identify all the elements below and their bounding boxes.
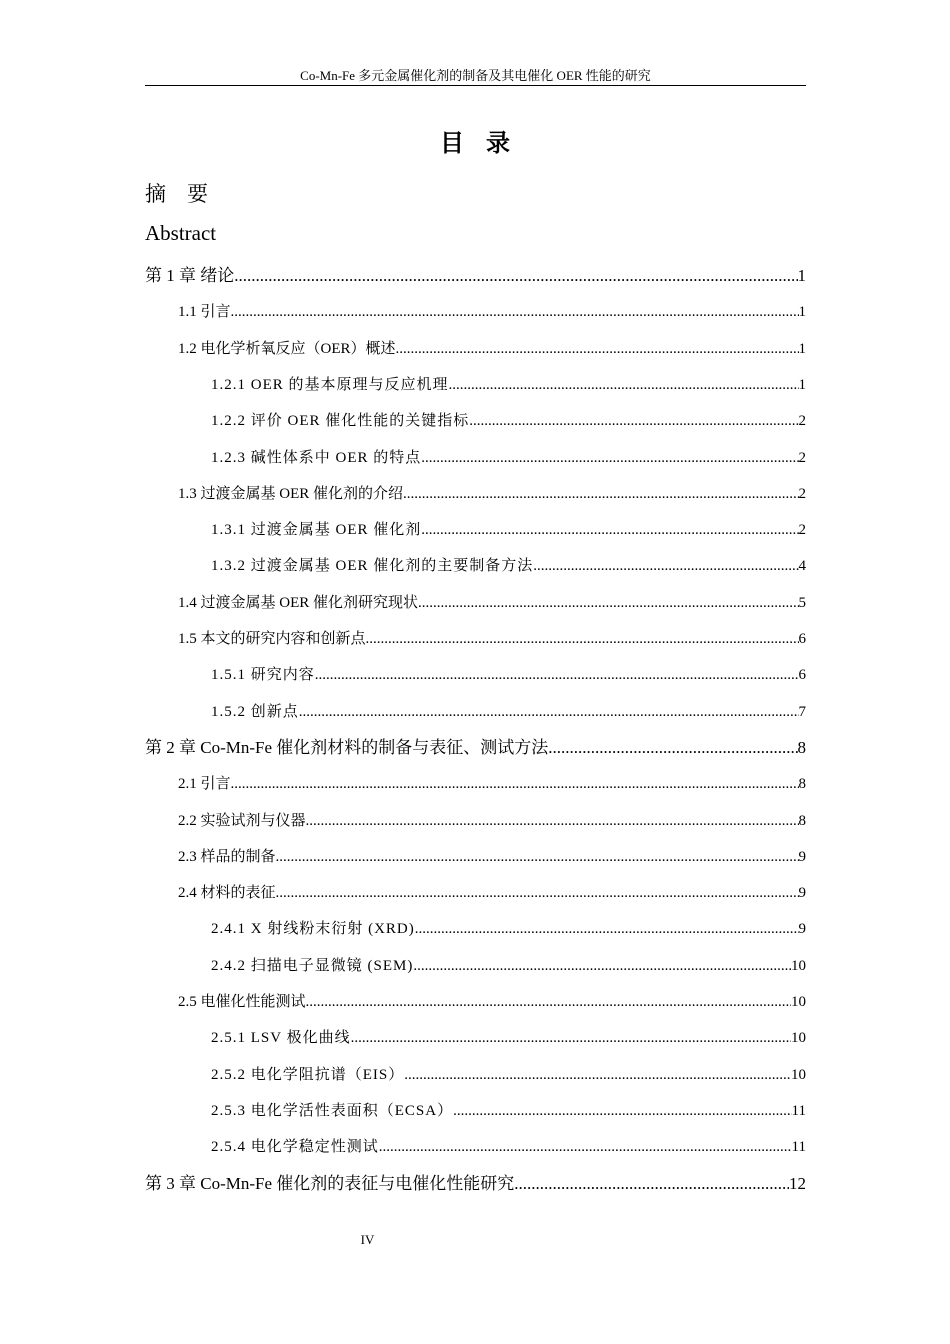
toc-entry-label: 1.2.2 评价 OER 催化性能的关键指标 (211, 413, 470, 429)
toc-section-entry[interactable] (145, 809, 806, 830)
toc-page-number: 9 (798, 921, 806, 937)
toc-subsection-entry[interactable] (145, 700, 806, 721)
toc-subsection-entry[interactable] (145, 1099, 806, 1120)
toc-dot-leader (533, 558, 798, 575)
toc-dot-leader (421, 522, 798, 539)
toc-entry-label: 2.5.4 电化学稳定性测试 (211, 1139, 379, 1155)
toc-chapter-entry[interactable] (145, 1169, 806, 1194)
toc-section-entry[interactable] (145, 881, 806, 902)
toc-dot-leader (379, 1139, 792, 1156)
toc-dot-leader (514, 1174, 789, 1194)
toc-chapter-entry[interactable] (145, 733, 806, 758)
toc-entry-label: 2.4.1 X 射线粉末衍射 (XRD) (211, 921, 415, 937)
toc-entry-label: 2.5.1 LSV 极化曲线 (211, 1030, 351, 1046)
toc-dot-leader (276, 849, 799, 866)
toc-page-number: 10 (791, 1030, 806, 1046)
toc-dot-leader (548, 738, 797, 758)
toc-dot-leader (403, 486, 798, 503)
toc-page-number: 1 (798, 341, 806, 357)
toc-section-entry[interactable] (145, 990, 806, 1011)
toc-entry-label: 2.5.3 电化学活性表面积（ECSA） (211, 1103, 454, 1119)
toc-page-number: 2 (798, 413, 806, 429)
toc-page-number: 8 (798, 813, 806, 829)
toc-subsection-entry[interactable] (145, 409, 806, 430)
toc-page-number: 11 (791, 1103, 806, 1119)
toc-entry-label: 2.1 引言 (178, 776, 231, 792)
toc-dot-leader (413, 958, 791, 975)
toc-section-entry[interactable] (145, 845, 806, 866)
toc-entry-label: 1.1 引言 (178, 304, 231, 320)
page-number: IV (360, 1232, 375, 1247)
toc-dot-leader (299, 704, 799, 721)
running-header: Co-Mn-Fe 多元金属催化剂的制备及其电催化 OER 性能的研究 (300, 68, 651, 83)
toc-dot-leader (404, 1067, 791, 1084)
toc-page-number: 10 (791, 994, 806, 1010)
toc-subsection-entry[interactable] (145, 1026, 806, 1047)
toc-section-entry[interactable] (145, 591, 806, 612)
abstract-en-entry[interactable]: Abstract (145, 221, 217, 245)
toc-dot-leader (418, 595, 798, 612)
toc-dot-leader (315, 667, 799, 684)
toc-subsection-entry[interactable] (145, 663, 806, 684)
toc-subsection-entry[interactable] (145, 446, 806, 467)
toc-dot-leader (396, 341, 799, 358)
toc-entry-label: 2.4.2 扫描电子显微镜 (SEM) (211, 958, 414, 974)
toc-dot-leader (351, 1030, 791, 1047)
toc-page-number: 8 (798, 776, 806, 792)
toc-entry-label: 2.2 实验试剂与仪器 (178, 813, 306, 829)
toc-page-number: 1 (798, 377, 806, 393)
toc-dot-leader (231, 304, 799, 321)
toc-page-number: 6 (798, 631, 806, 647)
toc-dot-leader (453, 1103, 791, 1120)
toc-dot-leader (306, 813, 799, 830)
toc-entry-label: 1.5 本文的研究内容和创新点 (178, 631, 366, 647)
toc-page-number: 2 (798, 486, 806, 502)
toc-section-entry[interactable] (145, 772, 806, 793)
toc-page-number: 4 (798, 558, 806, 574)
toc-page-number: 5 (798, 595, 806, 611)
toc-entry-label: 1.3.1 过渡金属基 OER 催化剂 (211, 522, 422, 538)
toc-page-number: 1 (797, 266, 806, 285)
toc-page-number: 9 (798, 885, 806, 901)
toc-title: 目录 (440, 129, 532, 157)
toc-page-number: 12 (789, 1174, 806, 1193)
toc-entry-label: 第 2 章 Co-Mn-Fe 催化剂材料的制备与表征、测试方法 (145, 738, 549, 757)
toc-entry-label: 1.2 电化学析氧反应（OER）概述 (178, 341, 396, 357)
toc-dot-leader (234, 266, 797, 286)
toc-page-number: 10 (791, 1067, 806, 1083)
toc-page-number: 11 (791, 1139, 806, 1155)
toc-page-number: 1 (798, 304, 806, 320)
toc-entry-label: 1.2.1 OER 的基本原理与反应机理 (211, 377, 449, 393)
toc-entry-label: 1.2.3 碱性体系中 OER 的特点 (211, 450, 422, 466)
toc-subsection-entry[interactable] (145, 1063, 806, 1084)
toc-entry-label: 第 3 章 Co-Mn-Fe 催化剂的表征与电催化性能研究 (145, 1174, 515, 1193)
toc-entry-label: 第 1 章 绪论 (145, 266, 235, 285)
toc-entry-label: 2.5 电催化性能测试 (178, 994, 306, 1010)
toc-subsection-entry[interactable] (145, 1135, 806, 1156)
toc-dot-leader (306, 994, 791, 1011)
toc-dot-leader (469, 413, 798, 430)
toc-chapter-entry[interactable] (145, 261, 806, 286)
toc-entry-label: 1.5.2 创新点 (211, 704, 299, 720)
toc-entry-label: 2.3 样品的制备 (178, 849, 276, 865)
toc-entry-label: 1.5.1 研究内容 (211, 667, 315, 683)
toc-dot-leader (276, 885, 799, 902)
header-rule (145, 85, 806, 86)
toc-dot-leader (449, 377, 799, 394)
toc-page-number: 2 (798, 522, 806, 538)
toc-page-number: 10 (791, 958, 806, 974)
toc-subsection-entry[interactable] (145, 954, 806, 975)
toc-entry-label: 2.4 材料的表征 (178, 885, 276, 901)
toc-dot-leader (231, 776, 799, 793)
toc-entry-label: 2.5.2 电化学阻抗谱（EIS） (211, 1067, 405, 1083)
abstract-cn-entry[interactable]: 摘 要 (145, 182, 208, 206)
toc-dot-leader (415, 921, 799, 938)
toc-page-number: 8 (797, 738, 806, 757)
toc-page-number: 9 (798, 849, 806, 865)
toc-entry-label: 1.3 过渡金属基 OER 催化剂的介绍 (178, 486, 404, 502)
toc-dot-leader (366, 631, 799, 648)
toc-section-entry[interactable] (145, 300, 806, 321)
toc-subsection-entry[interactable] (145, 554, 806, 575)
toc-subsection-entry[interactable] (145, 917, 806, 938)
toc-section-entry[interactable] (145, 627, 806, 648)
toc-dot-leader (421, 450, 798, 467)
toc-section-entry[interactable] (145, 337, 806, 358)
toc-entry-label: 1.4 过渡金属基 OER 催化剂研究现状 (178, 595, 419, 611)
toc-subsection-entry[interactable] (145, 518, 806, 539)
toc-page-number: 7 (798, 704, 806, 720)
toc-subsection-entry[interactable] (145, 373, 806, 394)
toc-page-number: 6 (798, 667, 806, 683)
toc-page-number: 2 (798, 450, 806, 466)
toc-entry-label: 1.3.2 过渡金属基 OER 催化剂的主要制备方法 (211, 558, 534, 574)
toc-section-entry[interactable] (145, 482, 806, 503)
